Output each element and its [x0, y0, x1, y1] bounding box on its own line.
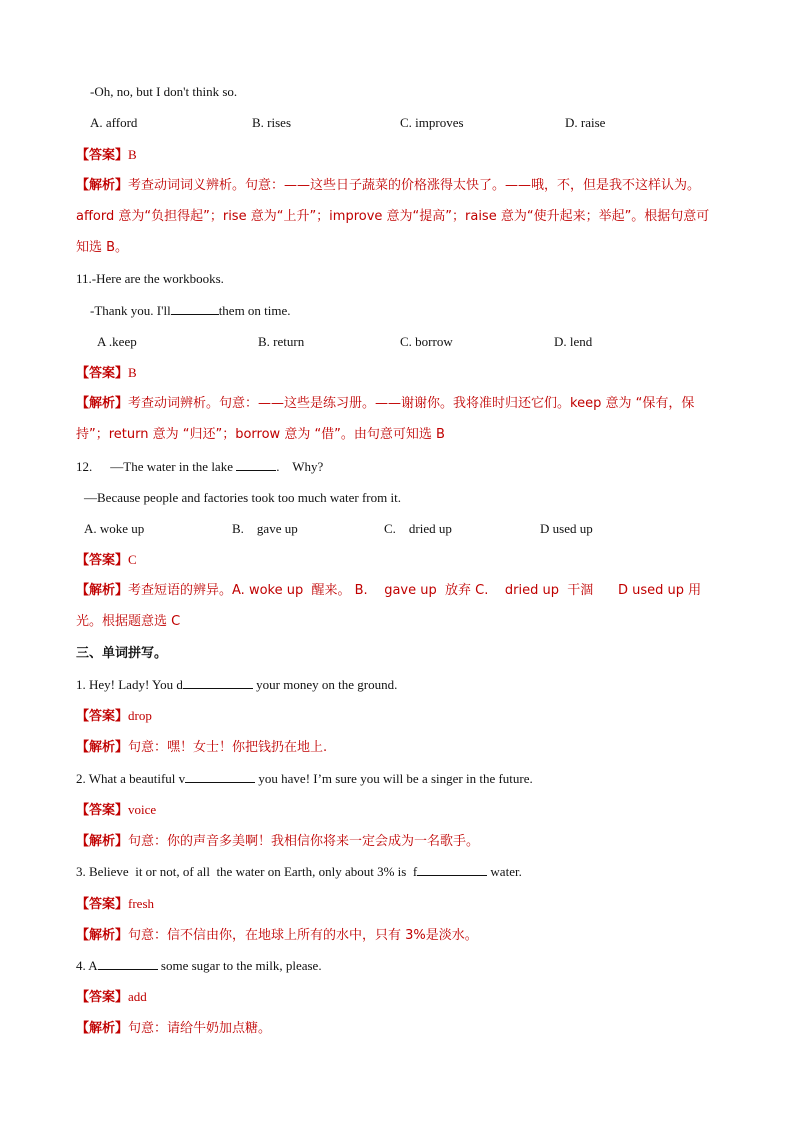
- answer-tag: 【答案】: [76, 709, 129, 724]
- q12-option-a: A. woke up: [84, 521, 145, 536]
- q11-reply-before: -Thank you. I'll: [90, 303, 171, 318]
- spelling-explanation-2: [76, 832, 726, 851]
- q12-explanation: [76, 575, 722, 637]
- q11-reply-after: them on time.: [218, 303, 291, 318]
- question-before: 1. Hey! Lady! You d: [76, 677, 183, 692]
- answer-tag: 【答案】: [76, 897, 129, 912]
- q10-option-c: C. improves: [400, 115, 464, 130]
- explanation-text: 句意：你的声音多美啊！我相信你将来一定会成为一名歌手。: [128, 834, 480, 849]
- answer-tag: 【答案】: [76, 148, 129, 163]
- spelling-explanation-4: [76, 1019, 726, 1038]
- q12-blank: [236, 458, 276, 471]
- q11-reply: [90, 302, 740, 320]
- q12-answer: [76, 551, 726, 570]
- question-after: your money on the ground.: [252, 677, 398, 692]
- q12-option-c: C. dried up: [384, 521, 452, 536]
- explanation-tag: 【解析】: [76, 178, 129, 193]
- question-after: you have! I’m sure you will be a singer in the future.: [255, 771, 533, 786]
- q12-reply: —Because people and factories took too much water from it.: [84, 490, 401, 505]
- spelling-answer-3: [76, 895, 726, 914]
- spelling-question-2: [76, 770, 726, 788]
- spelling-blank: [417, 863, 487, 876]
- question-before: 2. What a beautiful v: [76, 771, 186, 786]
- answer-tag: 【答案】: [76, 990, 129, 1005]
- answer-value: add: [128, 989, 147, 1004]
- q12-option-b: B. gave up: [232, 521, 298, 536]
- explanation-tag: 【解析】: [76, 834, 129, 849]
- q12-stem-after: . Why?: [276, 459, 324, 474]
- question-before: 4. A: [76, 958, 98, 973]
- question-after: some sugar to the milk, please.: [157, 958, 322, 973]
- answer-value: C: [128, 552, 137, 567]
- explanation-text: 考查动词辨析。句意：——这些是练习册。——谢谢你。我将准时归还它们。keep 意为 “保有，保持”；return 意为 “归还”；borrow 意为 “借”。由句意可知选 B: [76, 396, 695, 442]
- q10-option-d: D. raise: [565, 115, 606, 130]
- explanation-tag: 【解析】: [76, 396, 129, 411]
- question-after: water.: [487, 864, 522, 879]
- q11-stem: 11.-Here are the workbooks.: [76, 271, 224, 286]
- explanation-tag: 【解析】: [76, 1021, 129, 1036]
- spelling-blank: [185, 770, 255, 783]
- q11-option-b: B. return: [258, 334, 305, 349]
- answer-value: drop: [128, 708, 152, 723]
- explanation-text: 句意：信不信由你，在地球上所有的水中，只有 3%是淡水。: [128, 928, 478, 943]
- q11-option-c: C. borrow: [400, 334, 453, 349]
- answer-value: fresh: [128, 896, 155, 911]
- q10-option-a: A. afford: [90, 115, 138, 130]
- explanation-text: 句意：请给牛奶加点糖。: [128, 1021, 272, 1036]
- spelling-question-3: [76, 863, 726, 881]
- answer-value: B: [128, 365, 137, 380]
- answer-tag: 【答案】: [76, 803, 129, 818]
- explanation-tag: 【解析】: [76, 928, 129, 943]
- spelling-answer-1: [76, 707, 726, 726]
- explanation-tag: 【解析】: [76, 583, 129, 598]
- spelling-question-4: [76, 957, 726, 975]
- q11-answer: [76, 364, 726, 383]
- q10-explanation: [76, 170, 722, 263]
- explanation-text: 考查短语的辨异。A. woke up 醒来。 B. gave up 放弃 C. dried up 干涸 D used up 用光。根据题意选 C: [76, 583, 702, 629]
- q10-option-b: B. rises: [252, 115, 291, 130]
- spelling-explanation-1: [76, 738, 726, 757]
- spelling-answer-2: [76, 801, 726, 820]
- explanation-text: 句意：嘿！女士！你把钱扔在地上.: [128, 740, 328, 755]
- answer-tag: 【答案】: [76, 366, 129, 381]
- spelling-question-1: [76, 676, 726, 694]
- q12-stem: [76, 458, 726, 476]
- q11-option-a: A .keep: [97, 334, 137, 349]
- explanation-tag: 【解析】: [76, 740, 129, 755]
- spelling-explanation-3: [76, 926, 726, 945]
- spelling-blank: [183, 676, 253, 689]
- q11-explanation: [76, 388, 722, 450]
- section-title: 三、单词拼写。: [76, 646, 168, 661]
- q11-option-d: D. lend: [554, 334, 593, 349]
- answer-tag: 【答案】: [76, 553, 129, 568]
- q12-option-d: D used up: [540, 521, 593, 536]
- question-before: 3. Believe it or not, of all the water on Earth, only about 3% is f: [76, 864, 418, 879]
- q10-reply: -Oh, no, but I don't think so.: [90, 84, 238, 99]
- spelling-answer-4: [76, 988, 726, 1007]
- q12-number: 12.: [76, 459, 93, 474]
- answer-value: B: [128, 147, 137, 162]
- spelling-blank: [98, 957, 158, 970]
- q11-blank: [171, 302, 219, 315]
- q12-stem-before: —The water in the lake: [110, 459, 233, 474]
- explanation-text: 考查动词词义辨析。句意：——这些日子蔬菜的价格涨得太快了。——哦，不，但是我不这样认为。afford 意为“负担得起”；rise 意为“上升”；improve 意为“提高”；raise 意为“使升起来；举起”。根据句意可知选 B。: [76, 178, 710, 255]
- answer-value: voice: [128, 802, 157, 817]
- q10-answer: [76, 146, 726, 165]
